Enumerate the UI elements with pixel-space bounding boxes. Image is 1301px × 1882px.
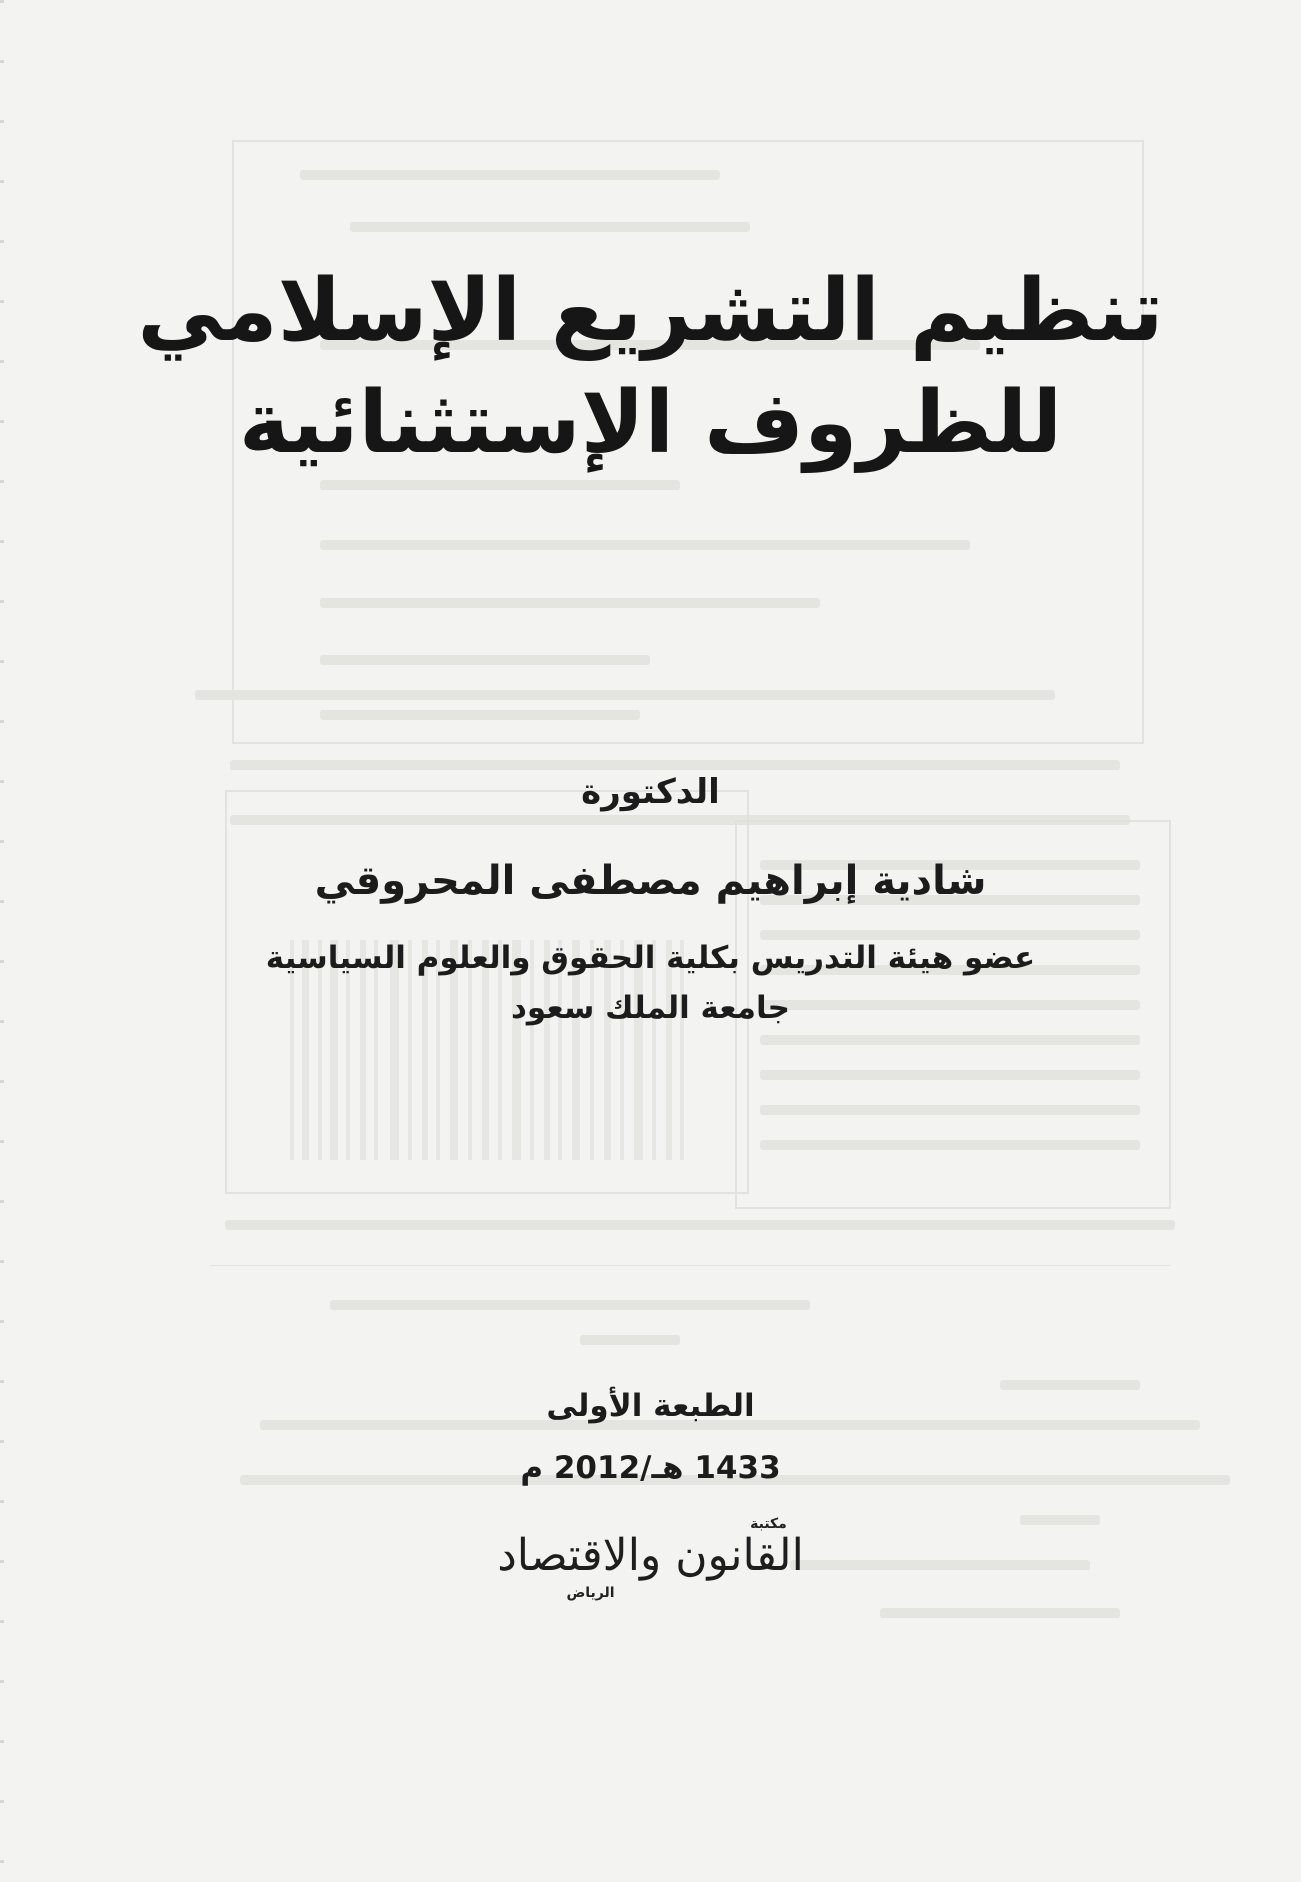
publisher-name: القانون والاقتصاد (497, 1530, 804, 1581)
edition-date: 1433 هـ/2012 م (520, 1450, 781, 1486)
author-title-label: الدكتورة (581, 772, 720, 812)
edition-label: الطبعة الأولى (546, 1388, 755, 1424)
book-title-line-1: تنظيم التشريع الإسلامي (137, 261, 1164, 361)
author-name: شادية إبراهيم مصطفى المحروقي (314, 858, 987, 904)
author-university: جامعة الملك سعود (511, 990, 790, 1026)
author-position: عضو هيئة التدريس بكلية الحقوق والعلوم السياسية (265, 940, 1036, 976)
publisher-prefix: مكتبة (750, 1516, 787, 1532)
publisher-city: الرياض (566, 1585, 615, 1601)
book-title-line-2: للظروف الإستثنائية (238, 373, 1063, 473)
